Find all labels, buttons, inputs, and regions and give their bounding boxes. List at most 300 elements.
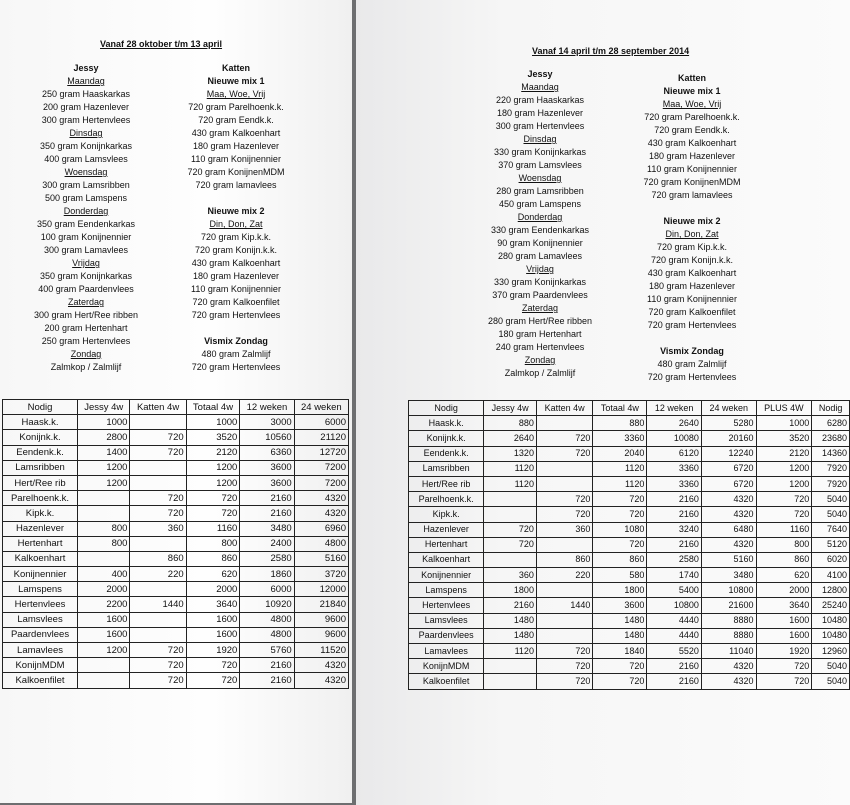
table-row bbox=[409, 492, 850, 507]
table-cell: 5040 bbox=[812, 674, 850, 689]
table-cell: 4320 bbox=[294, 491, 348, 506]
row-label: Hazenlever bbox=[3, 521, 78, 536]
menu-line: 480 gram Zalmlijf bbox=[657, 359, 727, 369]
table-cell bbox=[484, 492, 537, 507]
table-cell: 1860 bbox=[240, 567, 294, 582]
column-header: Totaal 4w bbox=[186, 400, 240, 415]
table-cell: 8880 bbox=[701, 613, 756, 628]
menu-line: 180 gram Hazenlever bbox=[648, 151, 736, 161]
row-label: Parelhoenk.k. bbox=[3, 491, 78, 506]
page-title: Vanaf 14 april t/m 28 september 2014 bbox=[532, 46, 690, 56]
page-right bbox=[356, 0, 850, 805]
table-cell bbox=[536, 476, 592, 491]
table-cell: 25240 bbox=[812, 598, 850, 613]
table-cell: 720 bbox=[756, 492, 812, 507]
table-cell: 2200 bbox=[78, 597, 130, 612]
row-label: Lamspens bbox=[3, 582, 78, 597]
table-cell: 3640 bbox=[186, 597, 240, 612]
row-label: Konijnk.k. bbox=[409, 431, 484, 446]
table-row bbox=[409, 674, 850, 689]
table-cell: 720 bbox=[593, 492, 647, 507]
menu-heading: Zaterdag bbox=[67, 297, 105, 307]
table-cell: 1200 bbox=[186, 475, 240, 490]
table-cell: 21840 bbox=[294, 597, 348, 612]
table-cell: 720 bbox=[536, 674, 592, 689]
menu-line: 720 gram Hertenvlees bbox=[647, 320, 737, 330]
table-cell bbox=[536, 583, 592, 598]
menu-heading: Maa, Woe, Vrij bbox=[206, 89, 266, 99]
menu-line: 720 gram Eendk.k. bbox=[654, 125, 730, 135]
table-cell: 6000 bbox=[294, 415, 348, 430]
katten-menu bbox=[176, 62, 296, 374]
table-cell: 2160 bbox=[647, 659, 702, 674]
table-cell: 12960 bbox=[812, 644, 850, 659]
table-cell: 400 bbox=[78, 567, 130, 582]
row-label: KonijnMDM bbox=[3, 658, 78, 673]
table-cell: 1200 bbox=[78, 643, 130, 658]
table-cell: 1600 bbox=[186, 627, 240, 642]
table-cell: 10480 bbox=[812, 613, 850, 628]
table-cell: 360 bbox=[536, 522, 592, 537]
table-cell: 800 bbox=[78, 521, 130, 536]
menu-line: 180 gram Hertenhart bbox=[498, 329, 582, 339]
table-cell: 2160 bbox=[647, 674, 702, 689]
table-cell: 1120 bbox=[484, 461, 537, 476]
table-header-row bbox=[409, 401, 850, 416]
table-cell bbox=[130, 460, 186, 475]
row-label: Kipk.k. bbox=[409, 507, 484, 522]
table-cell: 20160 bbox=[701, 431, 756, 446]
table-cell: 5280 bbox=[701, 416, 756, 431]
menu-heading: Din, Don, Zat bbox=[665, 229, 719, 239]
needs-table bbox=[408, 400, 850, 690]
menu-line: 430 gram Kalkoenhart bbox=[647, 138, 737, 148]
table-cell: 3360 bbox=[647, 476, 702, 491]
row-label: Lamavlees bbox=[409, 644, 484, 659]
table-row bbox=[3, 415, 349, 430]
table-cell: 1920 bbox=[186, 643, 240, 658]
menu-heading: Donderdag bbox=[63, 206, 109, 216]
table-cell: 3360 bbox=[647, 461, 702, 476]
table-cell bbox=[536, 416, 592, 431]
table-cell: 3520 bbox=[756, 431, 812, 446]
table-cell: 1800 bbox=[484, 583, 537, 598]
table-cell bbox=[78, 673, 130, 688]
table-cell: 3600 bbox=[240, 460, 294, 475]
table-cell: 11520 bbox=[294, 643, 348, 658]
table-cell: 21120 bbox=[294, 430, 348, 445]
menu-heading: Maandag bbox=[67, 76, 105, 86]
table-cell: 4800 bbox=[294, 536, 348, 551]
table-cell: 2580 bbox=[240, 551, 294, 566]
menu-line: 110 gram Konijnennier bbox=[191, 154, 281, 164]
row-label: Hert/Ree rib bbox=[3, 475, 78, 490]
table-cell: 720 bbox=[536, 659, 592, 674]
table-cell: 620 bbox=[186, 567, 240, 582]
menu-heading: Din, Don, Zat bbox=[209, 219, 263, 229]
row-label: Haask.k. bbox=[409, 416, 484, 431]
table-cell: 1120 bbox=[593, 476, 647, 491]
table-cell: 1480 bbox=[593, 613, 647, 628]
menu-header: Nieuwe mix 2 bbox=[207, 206, 265, 216]
table-row bbox=[409, 659, 850, 674]
table-cell: 2000 bbox=[756, 583, 812, 598]
row-label: Haask.k. bbox=[3, 415, 78, 430]
table-cell bbox=[536, 461, 592, 476]
column-header: PLUS 4W bbox=[756, 401, 812, 416]
menu-line: Vismix Zondag bbox=[660, 346, 724, 356]
table-row bbox=[3, 475, 349, 490]
table-cell bbox=[78, 491, 130, 506]
table-cell: 1440 bbox=[536, 598, 592, 613]
column-header: Jessy 4w bbox=[78, 400, 130, 415]
table-cell: 720 bbox=[593, 507, 647, 522]
menu-line: 430 gram Kalkoenhart bbox=[191, 128, 281, 138]
table-cell: 4320 bbox=[294, 506, 348, 521]
table-cell: 5040 bbox=[812, 492, 850, 507]
table-cell: 10480 bbox=[812, 628, 850, 643]
menu-line: 370 gram Paardenvlees bbox=[492, 290, 588, 300]
menu-line: 200 gram Hazenlever bbox=[42, 102, 130, 112]
table-cell: 1600 bbox=[186, 612, 240, 627]
menu-line: 100 gram Konijnennier bbox=[40, 232, 132, 242]
page-title: Vanaf 28 oktober t/m 13 april bbox=[100, 39, 223, 49]
table-cell: 720 bbox=[536, 507, 592, 522]
table-cell: 1600 bbox=[78, 627, 130, 642]
table-cell: 1200 bbox=[78, 460, 130, 475]
table-cell: 720 bbox=[536, 446, 592, 461]
table-cell: 10560 bbox=[240, 430, 294, 445]
table-cell: 12800 bbox=[812, 583, 850, 598]
jessy-menu bbox=[486, 68, 594, 380]
menu-heading: Dinsdag bbox=[523, 134, 557, 144]
table-cell: 2160 bbox=[647, 492, 702, 507]
table-cell bbox=[484, 674, 537, 689]
table-cell: 1160 bbox=[186, 521, 240, 536]
row-label: Hazenlever bbox=[409, 522, 484, 537]
table-cell bbox=[130, 627, 186, 642]
table-cell: 860 bbox=[756, 552, 812, 567]
menu-line: 720 gram Hertenvlees bbox=[191, 310, 281, 320]
table-cell: 1000 bbox=[78, 415, 130, 430]
table-cell: 9600 bbox=[294, 627, 348, 642]
table-cell: 7920 bbox=[812, 476, 850, 491]
row-label: Lamsribben bbox=[409, 461, 484, 476]
table-cell: 2160 bbox=[240, 673, 294, 688]
column-header: 12 weken bbox=[647, 401, 702, 416]
table-cell: 720 bbox=[536, 492, 592, 507]
table-cell: 2400 bbox=[240, 536, 294, 551]
table-cell: 2160 bbox=[240, 491, 294, 506]
table-cell: 6720 bbox=[701, 461, 756, 476]
table-row bbox=[409, 644, 850, 659]
menu-heading: Woensdag bbox=[64, 167, 108, 177]
row-label: Eendenk.k. bbox=[3, 445, 78, 460]
table-cell: 10920 bbox=[240, 597, 294, 612]
menu-line: 300 gram Hertenvlees bbox=[41, 115, 131, 125]
table-row bbox=[409, 416, 850, 431]
table-cell bbox=[130, 612, 186, 627]
menu-line: 720 gram Kip.k.k. bbox=[656, 242, 728, 252]
table-cell: 1440 bbox=[130, 597, 186, 612]
table-header-row bbox=[3, 400, 349, 415]
table-cell: 720 bbox=[186, 673, 240, 688]
menu-line: 110 gram Konijnennier bbox=[191, 284, 281, 294]
menu-heading: Vrijdag bbox=[526, 264, 554, 274]
table-cell: 23680 bbox=[812, 431, 850, 446]
menu-line: 180 gram Hazenlever bbox=[192, 271, 280, 281]
menu-line: 720 gram KonijnenMDM bbox=[187, 167, 285, 177]
menu-line: 280 gram Lamavlees bbox=[497, 251, 583, 261]
table-cell: 720 bbox=[756, 507, 812, 522]
menu-line: 720 gram Parelhoenk.k. bbox=[644, 112, 740, 122]
table-cell bbox=[536, 537, 592, 552]
table-cell: 720 bbox=[130, 673, 186, 688]
table-cell: 1400 bbox=[78, 445, 130, 460]
menu-line: 330 gram Konijnkarkas bbox=[493, 147, 587, 157]
menu-line: 90 gram Konijnennier bbox=[497, 238, 583, 248]
table-row bbox=[409, 537, 850, 552]
menu-line: 250 gram Hertenvlees bbox=[41, 336, 131, 346]
menu-line: 300 gram Hertenvlees bbox=[495, 121, 585, 131]
table-cell: 4800 bbox=[240, 627, 294, 642]
table-cell bbox=[130, 536, 186, 551]
table-cell: 720 bbox=[130, 491, 186, 506]
table-row bbox=[3, 430, 349, 445]
menu-heading: Dinsdag bbox=[69, 128, 103, 138]
table-cell: 220 bbox=[536, 568, 592, 583]
table-row bbox=[409, 522, 850, 537]
row-label: Paardenvlees bbox=[3, 627, 78, 642]
menu-line: 180 gram Hazenlever bbox=[496, 108, 584, 118]
table-cell: 1740 bbox=[647, 568, 702, 583]
table-row bbox=[409, 446, 850, 461]
table-cell: 2640 bbox=[484, 431, 537, 446]
table-cell bbox=[78, 551, 130, 566]
menu-heading: Vrijdag bbox=[72, 258, 100, 268]
table-cell: 21600 bbox=[701, 598, 756, 613]
table-cell: 1600 bbox=[78, 612, 130, 627]
table-cell: 6960 bbox=[294, 521, 348, 536]
table-cell: 720 bbox=[484, 537, 537, 552]
table-cell: 1200 bbox=[756, 461, 812, 476]
table-row bbox=[3, 491, 349, 506]
table-cell: 1480 bbox=[593, 628, 647, 643]
table-cell: 5040 bbox=[812, 507, 850, 522]
table-cell: 4320 bbox=[294, 673, 348, 688]
column-header: Jessy 4w bbox=[484, 401, 537, 416]
table-cell: 7640 bbox=[812, 522, 850, 537]
table-cell: 800 bbox=[186, 536, 240, 551]
table-cell: 6120 bbox=[647, 446, 702, 461]
table-cell: 800 bbox=[756, 537, 812, 552]
table-cell: 2160 bbox=[484, 598, 537, 613]
table-cell: 3240 bbox=[647, 522, 702, 537]
menu-header: Nieuwe mix 1 bbox=[663, 86, 721, 96]
table-cell: 2120 bbox=[186, 445, 240, 460]
table-cell: 880 bbox=[593, 416, 647, 431]
table-cell: 5760 bbox=[240, 643, 294, 658]
table-cell: 3720 bbox=[294, 567, 348, 582]
menu-line: 430 gram Kalkoenhart bbox=[191, 258, 281, 268]
table-cell: 1480 bbox=[484, 628, 537, 643]
table-cell: 5160 bbox=[294, 551, 348, 566]
table-cell: 720 bbox=[186, 491, 240, 506]
table-row bbox=[3, 445, 349, 460]
table-cell: 2160 bbox=[240, 506, 294, 521]
menu-line: 720 gram lamavlees bbox=[651, 190, 733, 200]
table-cell: 7200 bbox=[294, 475, 348, 490]
table-cell: 4320 bbox=[701, 492, 756, 507]
menu-line: 350 gram Konijnkarkas bbox=[39, 271, 133, 281]
table-cell: 5400 bbox=[647, 583, 702, 598]
table-row bbox=[3, 582, 349, 597]
table-cell: 2640 bbox=[647, 416, 702, 431]
table-cell: 5120 bbox=[812, 537, 850, 552]
table-cell: 1120 bbox=[484, 476, 537, 491]
menu-heading: Zaterdag bbox=[521, 303, 559, 313]
row-label: Hertenvlees bbox=[3, 597, 78, 612]
table-cell: 4320 bbox=[701, 674, 756, 689]
menu-line: 220 gram Haaskarkas bbox=[495, 95, 585, 105]
menu-line: 400 gram Lamsvlees bbox=[44, 154, 128, 164]
table-row bbox=[3, 536, 349, 551]
menu-line: 720 gram lamavlees bbox=[195, 180, 277, 190]
table-cell: 860 bbox=[130, 551, 186, 566]
table-cell: 3360 bbox=[593, 431, 647, 446]
table-cell: 3600 bbox=[593, 598, 647, 613]
table-cell: 8880 bbox=[701, 628, 756, 643]
table-row bbox=[409, 552, 850, 567]
table-cell bbox=[484, 507, 537, 522]
column-header: 12 weken bbox=[240, 400, 294, 415]
menu-line: 430 gram Kalkoenhart bbox=[647, 268, 737, 278]
menu-header: Katten bbox=[221, 63, 250, 73]
table-row bbox=[3, 643, 349, 658]
menu-line: 180 gram Hazenlever bbox=[192, 141, 280, 151]
table-row bbox=[409, 461, 850, 476]
menu-line: 720 gram Hertenvlees bbox=[647, 372, 737, 382]
table-cell: 6480 bbox=[701, 522, 756, 537]
row-label: Lamavlees bbox=[3, 643, 78, 658]
table-cell: 1600 bbox=[756, 613, 812, 628]
table-cell: 1080 bbox=[593, 522, 647, 537]
table-cell: 3000 bbox=[240, 415, 294, 430]
table-cell bbox=[78, 658, 130, 673]
table-cell: 720 bbox=[130, 430, 186, 445]
table-row bbox=[3, 460, 349, 475]
menu-line: 450 gram Lamspens bbox=[498, 199, 582, 209]
menu-header: Jessy bbox=[73, 63, 99, 73]
table-cell: 3600 bbox=[240, 475, 294, 490]
menu-heading: Zondag bbox=[70, 349, 102, 359]
table-cell: 12000 bbox=[294, 582, 348, 597]
table-cell: 2120 bbox=[756, 446, 812, 461]
table-cell: 2160 bbox=[647, 507, 702, 522]
table-cell bbox=[536, 628, 592, 643]
table-cell: 14360 bbox=[812, 446, 850, 461]
table-cell: 860 bbox=[536, 552, 592, 567]
table-row bbox=[3, 521, 349, 536]
menu-line: 400 gram Paardenvlees bbox=[38, 284, 134, 294]
table-cell: 2000 bbox=[186, 582, 240, 597]
table-cell: 2040 bbox=[593, 446, 647, 461]
table-cell: 720 bbox=[130, 506, 186, 521]
menu-line: 300 gram Hert/Ree ribben bbox=[33, 310, 139, 320]
menu-line: Vismix Zondag bbox=[204, 336, 268, 346]
table-cell: 12720 bbox=[294, 445, 348, 460]
table-row bbox=[3, 658, 349, 673]
table-row bbox=[409, 476, 850, 491]
row-label: KonijnMDM bbox=[409, 659, 484, 674]
row-label: Hertenhart bbox=[409, 537, 484, 552]
table-row bbox=[3, 673, 349, 688]
menu-line: 200 gram Hertenhart bbox=[44, 323, 128, 333]
row-label: Lamsribben bbox=[3, 460, 78, 475]
table-cell: 1200 bbox=[78, 475, 130, 490]
menu-header: Jessy bbox=[527, 69, 553, 79]
table-cell bbox=[130, 582, 186, 597]
menu-line: 330 gram Konijnkarkas bbox=[493, 277, 587, 287]
column-header: 24 weken bbox=[294, 400, 348, 415]
table-cell: 1120 bbox=[593, 461, 647, 476]
row-label: Lamsvlees bbox=[3, 612, 78, 627]
menu-header: Nieuwe mix 1 bbox=[207, 76, 265, 86]
table-row bbox=[409, 598, 850, 613]
table-cell: 2800 bbox=[78, 430, 130, 445]
table-row bbox=[409, 568, 850, 583]
menu-spacer bbox=[636, 202, 748, 215]
table-cell: 720 bbox=[186, 658, 240, 673]
needs-table bbox=[2, 399, 349, 689]
table-cell: 720 bbox=[130, 445, 186, 460]
table-cell: 4320 bbox=[701, 659, 756, 674]
table-cell: 4440 bbox=[647, 628, 702, 643]
column-header: Nodig bbox=[409, 401, 484, 416]
menu-heading: Zondag bbox=[524, 355, 556, 365]
table-cell: 12240 bbox=[701, 446, 756, 461]
table-row bbox=[409, 628, 850, 643]
table-cell: 6280 bbox=[812, 416, 850, 431]
table-cell: 3640 bbox=[756, 598, 812, 613]
table-cell: 1320 bbox=[484, 446, 537, 461]
menu-line: 330 gram Eendenkarkas bbox=[490, 225, 590, 235]
menu-line: 720 gram Kip.k.k. bbox=[200, 232, 272, 242]
table-cell: 220 bbox=[130, 567, 186, 582]
table-cell: 720 bbox=[536, 644, 592, 659]
menu-line: 300 gram Lamsribben bbox=[42, 180, 130, 190]
row-label: Hertenhart bbox=[3, 536, 78, 551]
table-cell: 580 bbox=[593, 568, 647, 583]
table-cell: 1800 bbox=[593, 583, 647, 598]
table-cell: 4100 bbox=[812, 568, 850, 583]
column-header: Totaal 4w bbox=[593, 401, 647, 416]
menu-line: 110 gram Konijnennier bbox=[647, 294, 737, 304]
menu-line: 280 gram Hert/Ree ribben bbox=[487, 316, 593, 326]
row-label: Konijnennier bbox=[3, 567, 78, 582]
row-label: Konijnennier bbox=[409, 568, 484, 583]
table-cell: 2580 bbox=[647, 552, 702, 567]
row-label: Kalkoenfilet bbox=[3, 673, 78, 688]
menu-line: 480 gram Zalmlijf bbox=[201, 349, 271, 359]
table-cell: 860 bbox=[593, 552, 647, 567]
row-label: Lamsvlees bbox=[409, 613, 484, 628]
menu-spacer bbox=[636, 332, 748, 345]
column-header: Nodig bbox=[3, 400, 78, 415]
table-cell: 4800 bbox=[240, 612, 294, 627]
menu-line: Zalmkop / Zalmlijf bbox=[50, 362, 122, 372]
table-cell: 720 bbox=[130, 658, 186, 673]
